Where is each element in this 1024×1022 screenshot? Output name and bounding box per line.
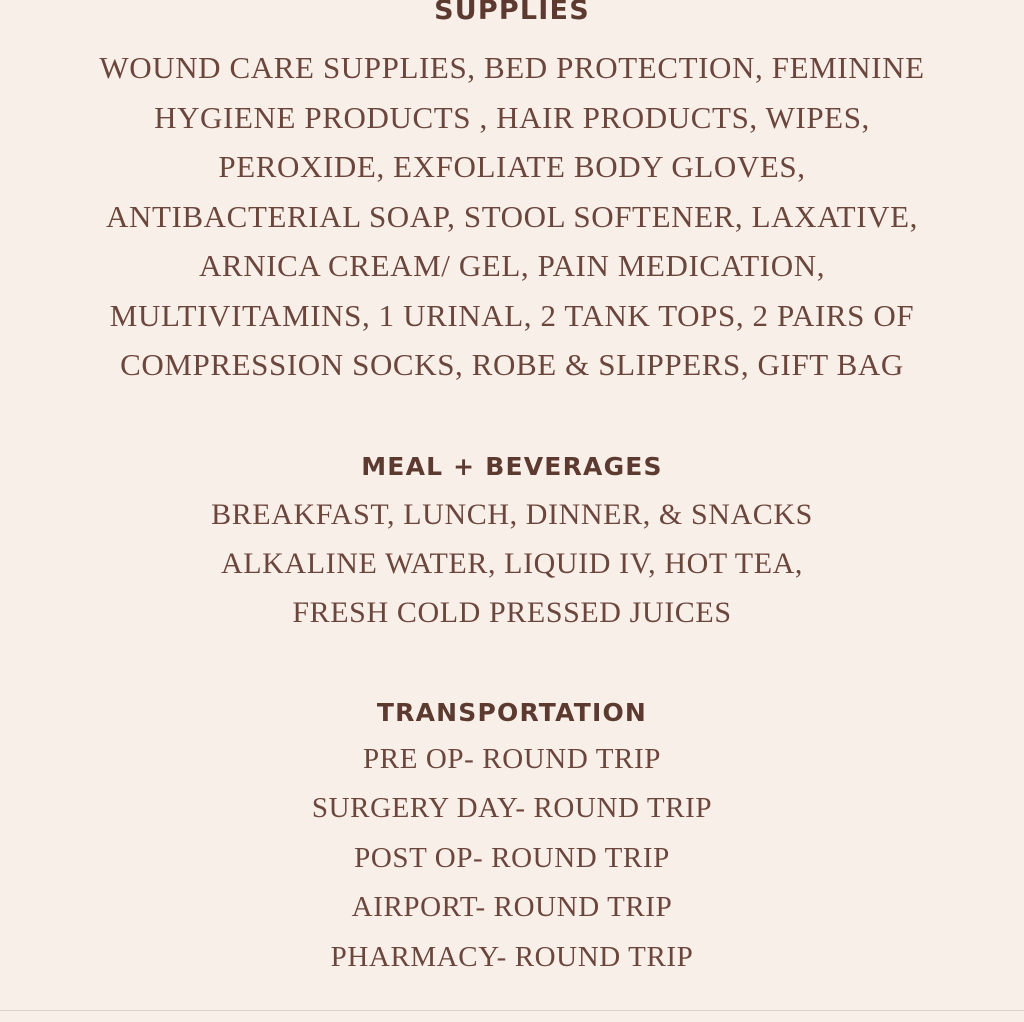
meals-line: ALKALINE WATER, LIQUID IV, HOT TEA, [220, 546, 804, 580]
transportation-line: POST OP- ROUND TRIP [354, 841, 670, 874]
transportation-line: AIRPORT- ROUND TRIP [351, 891, 673, 923]
meals-heading: MEAL + BEVERAGES [361, 451, 663, 481]
meals-line: FRESH COLD PRESSED JUICES [292, 595, 732, 629]
meals-section [28, 451, 996, 637]
bottom-divider [0, 1010, 1024, 1011]
meals-line: BREAKFAST, LUNCH, DINNER, & SNACKS [211, 497, 813, 531]
supplies-body-text: WOUND CARE SUPPLIES, BED PROTECTION, FEMININE HYGIENE PRODUCTS , HAIR PRODUCTS, WIPES, PEROXIDE, EXFOLIATE BODY GLOVES, ANTIBACTERIAL SOAP, STOOL SOFTENER, LAXATIVE, ARNICA CREAM/ GEL, PAIN MEDICATION, MULTIVITAMINS, 1 URINAL, 2 TANK TOPS, 2 PAIRS OF COMPRESSION SOCKS, ROBE & SLIPPERS, GIFT BAG [99, 50, 925, 382]
transportation-line: SURGERY DAY- ROUND TRIP [311, 792, 713, 824]
supplies-section [28, 0, 996, 390]
transportation-line: PRE OP- ROUND TRIP [363, 742, 661, 775]
transportation-line: PHARMACY- ROUND TRIP [330, 940, 694, 973]
supplies-heading: SUPPLIES [434, 0, 590, 26]
transportation-section [28, 697, 996, 983]
transportation-line-list [28, 735, 996, 983]
meals-line-list [28, 490, 996, 637]
transportation-heading: TRANSPORTATION [376, 697, 648, 727]
